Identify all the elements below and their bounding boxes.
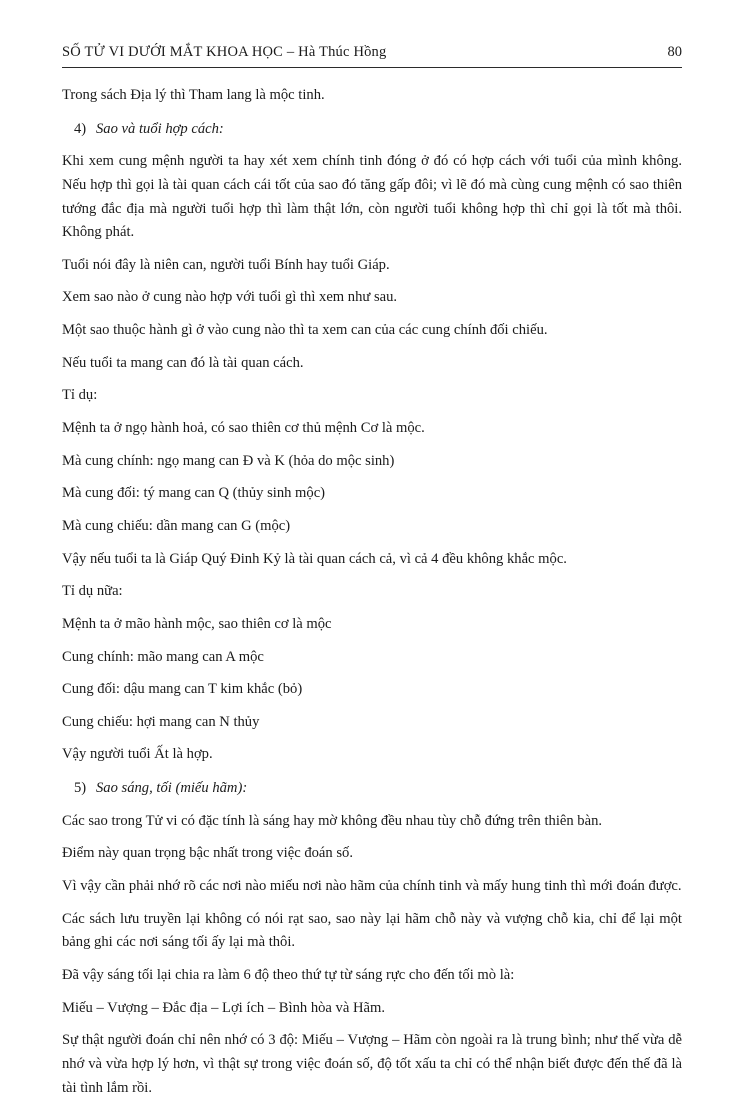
paragraph-10: Mà cung chiếu: dần mang can G (mộc) — [62, 517, 291, 534]
paragraph-19: Điểm này quan trọng bậc nhất trong việc đoán số. — [62, 845, 353, 862]
paragraph-16: Cung chiếu: hợi mang can N thủy — [62, 713, 260, 730]
section-number-4: 4) — [74, 120, 87, 137]
page-header — [62, 44, 682, 68]
paragraph-7: Mệnh ta ở ngọ hành hoả, có sao thiên cơ thủ mệnh Cơ là mộc. — [62, 420, 425, 437]
paragraph-14: Cung chính: mão mang can A mộc — [62, 648, 264, 665]
paragraph-12: Tỉ dụ nữa: — [62, 583, 123, 600]
paragraph-8: Mà cung chính: ngọ mang can Đ và K (hỏa do mộc sinh) — [62, 452, 395, 469]
paragraph-23: Miếu – Vượng – Đắc địa – Lợi ích – Bình hòa và Hãm. — [62, 999, 386, 1016]
paragraph-6: Tỉ dụ: — [62, 387, 98, 404]
paragraph-17: Vậy người tuổi Ất là hợp. — [62, 746, 213, 763]
paragraph-1: Khi xem cung mệnh người ta hay xét xem chính tinh đóng ở đó có hợp cách với tuổi của mình không. Nếu hợp thì gọi là tài quan cách cái tốt của sao đó tăng gấp đôi; vì lẽ đó mà cùng cung mệnh có sao thiên tướng đắc địa mà người tuổi hợp thì làm thật lớn, còn người tuổi không hợp thì chỉ gọi là tốt mà thôi. Không phát. — [62, 153, 682, 241]
paragraph-11: Vậy nếu tuổi ta là Giáp Quý Đinh Kỷ là tài quan cách cả, vì cả 4 đều không khắc mộc. — [62, 550, 567, 567]
paragraph-9: Mà cung đối: tý mang can Q (thủy sinh mộc) — [62, 485, 326, 502]
paragraph-intro: Trong sách Địa lý thì Tham lang là mộc tinh. — [62, 87, 325, 103]
page-body — [62, 84, 682, 1100]
paragraph-13: Mệnh ta ở mão hành mộc, sao thiên cơ là mộc — [62, 615, 332, 632]
section-heading-5 — [62, 777, 682, 801]
section-number-5: 5) — [74, 780, 87, 797]
paragraph-20: Vì vậy cần phải nhớ rõ các nơi nào miếu nơi nào hãm của chính tinh và mấy hung tinh thì mới đoán được. — [62, 878, 682, 895]
section-title-4: Sao và tuổi hợp cách: — [96, 120, 224, 137]
section-heading-4 — [62, 118, 682, 142]
paragraph-5: Nếu tuổi ta mang can đó là tài quan cách. — [62, 354, 304, 371]
paragraph-24: Sự thật người đoán chỉ nên nhớ có 3 độ: Miếu – Vượng – Hãm còn ngoài ra là trung bình; như thế vừa dễ nhớ và vừa hợp lý hơn, vì thật sự trong việc đoán số, độ tốt xấu ta chỉ có thể nhận biết được đến thế đã là tài tình lắm rồi. — [62, 1032, 682, 1096]
paragraph-22: Đã vậy sáng tối lại chia ra làm 6 độ theo thứ tự từ sáng rực cho đến tối mò là: — [62, 966, 515, 983]
paragraph-18: Các sao trong Tử vi có đặc tính là sáng hay mờ không đều nhau tùy chỗ đứng trên thiên bàn. — [62, 812, 603, 829]
section-title-5: Sao sáng, tối (miếu hãm): — [96, 780, 248, 797]
header-title: SỐ TỬ VI DƯỚI MẮT KHOA HỌC – Hà Thúc Hồng — [62, 44, 387, 60]
paragraph-15: Cung đối: dậu mang can T kim khắc (bỏ) — [62, 681, 303, 698]
page-number: 80 — [667, 44, 682, 60]
paragraph-21: Các sách lưu truyền lại không có nói rạt sao, sao này lại hãm chỗ này và vượng chỗ kia, chỉ để lại một bảng ghi các nơi sáng tối ấy lại mà thôi. — [62, 910, 682, 951]
paragraph-2: Tuổi nói đây là niên can, người tuổi Bính hay tuổi Giáp. — [62, 256, 390, 273]
paragraph-4: Một sao thuộc hành gì ở vào cung nào thì ta xem can của các cung chính đối chiếu. — [62, 322, 548, 339]
paragraph-3: Xem sao nào ở cung nào hợp với tuổi gì thì xem như sau. — [62, 289, 398, 306]
